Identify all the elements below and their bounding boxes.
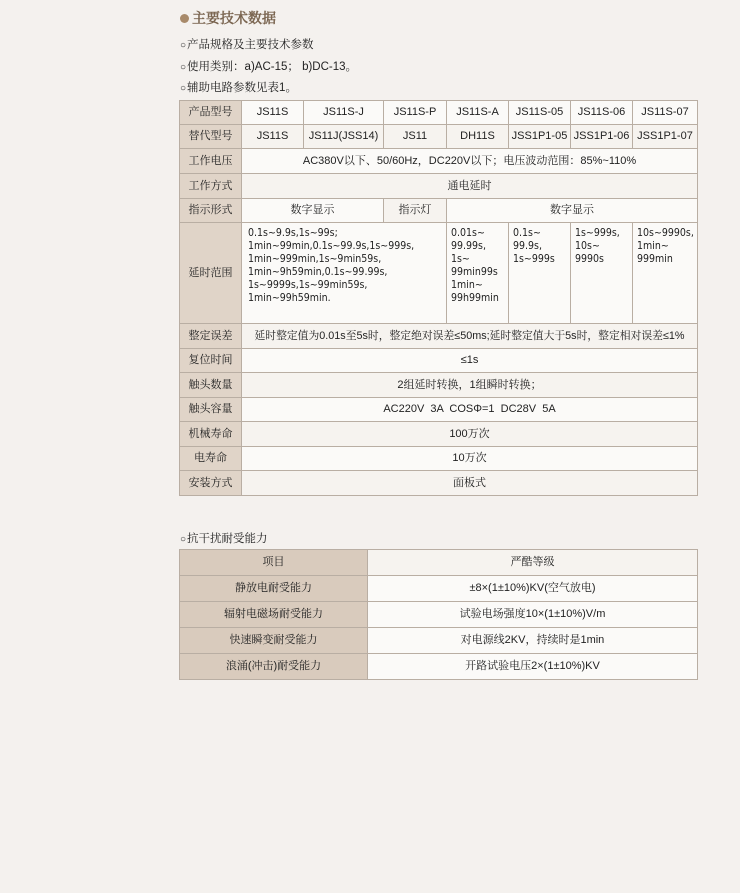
section-title-text: 主要技术数据 [192,10,276,26]
error-label: 整定误差 [180,324,242,349]
circle-bullet-icon: ○ [180,40,187,51]
replace-cell: DH11S [447,125,509,149]
replace-cell: JS11J(JSS14) [304,125,384,149]
elec-life-label: 电寿命 [180,447,242,471]
mech-life-label: 机械寿命 [180,422,242,447]
emc-item: 快速瞬变耐受能力 [180,628,368,654]
table-row [180,654,698,680]
emc-level: 试验电场强度10×(1±10%)V/m [368,602,698,628]
model-cell: JS11S [242,101,304,125]
emc-item: 浪涌(冲击)耐受能力 [180,654,368,680]
mode-value: 通电延时 [242,174,698,199]
elec-life-value: 10万次 [242,447,698,471]
table-row [180,447,698,471]
table-row [180,149,698,174]
mech-life-value: 100万次 [242,422,698,447]
replace-cell: JSS1P1-07 [633,125,698,149]
capacity-label: 触头容量 [180,398,242,422]
model-cell: JS11S-A [447,101,509,125]
indicator-digital-1: 数字显示 [242,199,384,223]
table-row [180,471,698,496]
circle-bullet-icon: ○ [180,534,187,545]
replace-cell: JSS1P1-05 [509,125,571,149]
model-cell: JS11S-J [304,101,384,125]
table-row [180,199,698,223]
model-cell: JS11S-05 [509,101,571,125]
header-level: 严酷等级 [368,550,698,576]
error-value: 延时整定值为0.01s至5s时，整定绝对误差≤50ms;延时整定值大于5s时，整定相对误差≤1% [242,324,698,349]
emc-level: 开路试验电压2×(1±10%)KV [368,654,698,680]
table-row [180,628,698,654]
circle-bullet-icon: ○ [180,62,187,73]
range-06: 1s~999s, 10s~ 9990s [571,223,633,324]
table-row [180,125,698,149]
range-05: 0.1s~ 99.9s, 1s~999s [509,223,571,324]
table-row [180,349,698,373]
contacts-label: 触头数量 [180,373,242,398]
indicator-label: 指示形式 [180,199,242,223]
replace-cell: JS11 [384,125,447,149]
note-category: ○使用类别：a)AC-15； b)DC-13。 [180,61,358,73]
capacity-value: AC220V 3A COSΦ=1 DC28V 5A [242,398,698,422]
emc-item: 静放电耐受能力 [180,576,368,602]
mode-label: 工作方式 [180,174,242,199]
install-label: 安装方式 [180,471,242,496]
emc-level: ±8×(1±10%)KV(空气放电) [368,576,698,602]
table-row [180,174,698,199]
circle-bullet-icon: ○ [180,83,187,94]
table-row [180,602,698,628]
emc-title: ○抗干扰耐受能力 [180,533,268,545]
note-aux: ○辅助电路参数见表1。 [180,82,297,94]
table-row [180,101,698,125]
note-spec: ○产品规格及主要技术参数 [180,39,314,51]
install-value: 面板式 [242,471,698,496]
indicator-lamp: 指示灯 [384,199,447,223]
range-main: 0.1s~9.9s,1s~99s; 1min~99min,0.1s~99.9s,1s~999s, 1min~999min,1s~9min59s, 1min~9h59min,0.1s~99.99s, 1s~9999s,1s~99min59s, 1min~99h59min. [242,223,447,324]
reset-label: 复位时间 [180,349,242,373]
model-label: 产品型号 [180,101,242,125]
table-row [180,373,698,398]
range-07: 10s~9990s, 1min~ 999min [633,223,698,324]
model-cell: JS11S-07 [633,101,698,125]
voltage-value: AC380V以下、50/60Hz，DC220V以下；电压波动范围：85%~110% [242,149,698,174]
replace-cell: JS11S [242,125,304,149]
spec-table [179,100,698,496]
voltage-label: 工作电压 [180,149,242,174]
table-row [180,550,698,576]
indicator-digital-2: 数字显示 [447,199,698,223]
header-item: 项目 [180,550,368,576]
range-label: 延时范围 [180,223,242,324]
bullet-dot-icon [180,14,189,23]
emc-item: 辐射电磁场耐受能力 [180,602,368,628]
range-a: 0.01s~ 99.99s, 1s~ 99min99s 1min~ 99h99min [447,223,509,324]
model-cell: JS11S-P [384,101,447,125]
contacts-value: 2组延时转换，1组瞬时转换； [242,373,698,398]
table-row [180,398,698,422]
replace-cell: JSS1P1-06 [571,125,633,149]
table-row [180,422,698,447]
emc-level: 对电源线2KV，持续时是1min [368,628,698,654]
emc-table [179,549,698,680]
reset-value: ≤1s [242,349,698,373]
table-row [180,324,698,349]
section-title [180,8,276,28]
table-row [180,576,698,602]
table-row [180,223,698,324]
model-cell: JS11S-06 [571,101,633,125]
replace-label: 替代型号 [180,125,242,149]
